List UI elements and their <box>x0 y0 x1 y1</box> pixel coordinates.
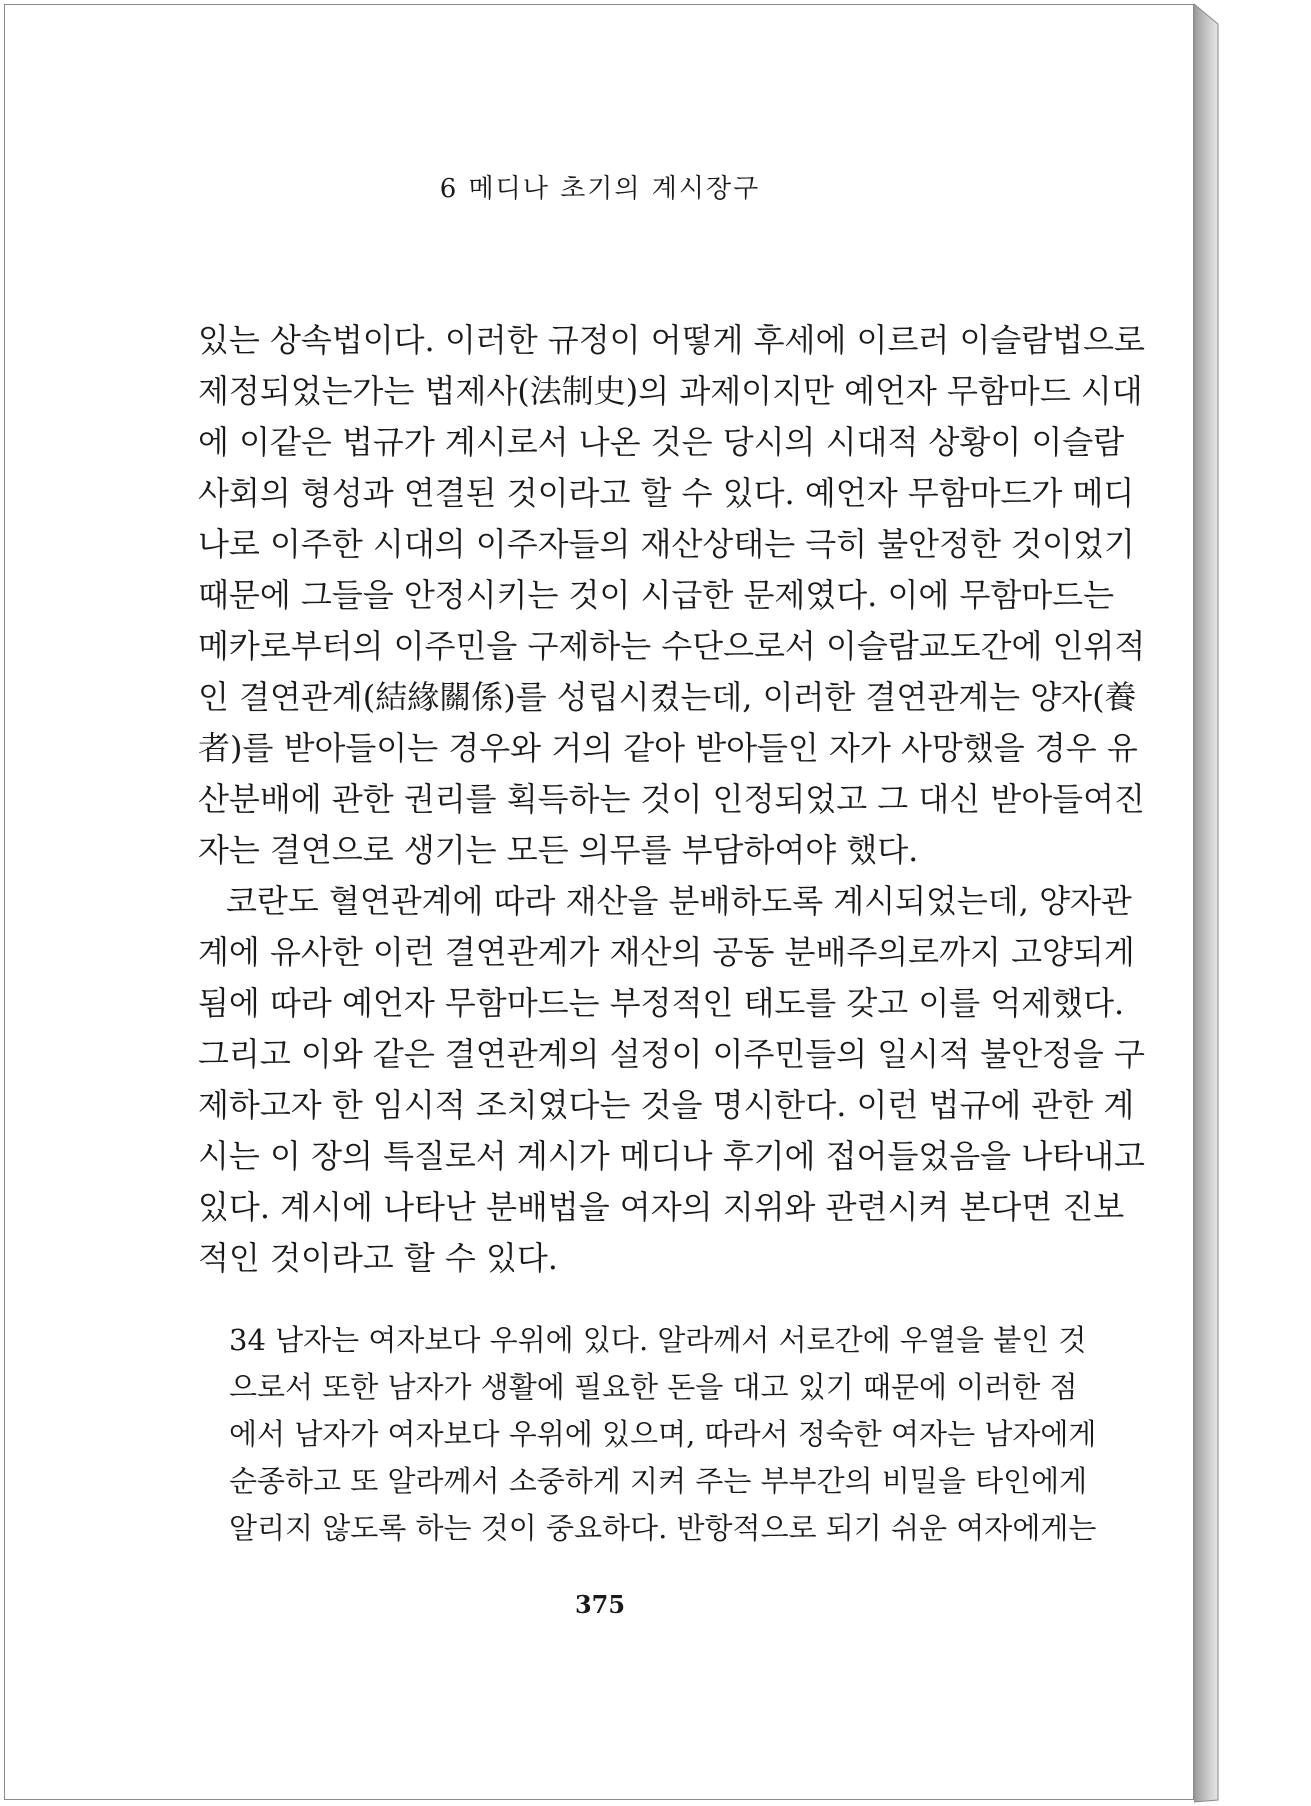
verse-line: 순종하고 또 알라께서 소중하게 지켜 주는 부부간의 비밀을 타인에게 <box>229 1464 1088 1498</box>
body-line: 있는 상속법이다. 이러한 규정이 어떻게 후세에 이르러 이슬람법으로 <box>198 321 1145 359</box>
verse-line: 34 남자는 여자보다 우위에 있다. 알라께서 서로간에 우열을 붙인 것 <box>229 1323 1087 1357</box>
page-number: 375 <box>574 1590 626 1619</box>
body-line: 산분배에 관한 권리를 획득하는 것이 인정되었고 그 대신 받아들여진 <box>198 780 1145 818</box>
body-line: 제정되었는가는 법제사(法制史)의 과제이지만 예언자 무함마드 시대 <box>198 372 1143 410</box>
body-line: 나로 이주한 시대의 이주자들의 재산상태는 극히 불안정한 것이었기 <box>198 525 1135 563</box>
page-content <box>5 5 1195 1801</box>
body-line: 사회의 형성과 연결된 것이라고 할 수 있다. 예언자 무함마드가 메디 <box>198 474 1135 512</box>
body-line: 에 이같은 법규가 계시로서 나온 것은 당시의 시대적 상황이 이슬람 <box>198 423 1125 461</box>
body-line: 제하고자 한 임시적 조치였다는 것을 명시한다. 이런 법규에 관한 계 <box>198 1086 1135 1124</box>
body-line: 때문에 그들을 안정시키는 것이 시급한 문제였다. 이에 무함마드는 <box>198 576 1115 614</box>
body-line: 코란도 혈연관계에 따라 재산을 분배하도록 계시되었는데, 양자관 <box>226 882 1132 920</box>
body-line: 적인 것이라고 할 수 있다. <box>198 1239 558 1277</box>
body-line: 者)를 받아들이는 경우와 거의 같아 받아들인 자가 사망했을 경우 유 <box>198 729 1138 767</box>
body-line: 메카로부터의 이주민을 구제하는 수단으로서 이슬람교도간에 인위적 <box>198 627 1146 665</box>
body-line: 있다. 계시에 나타난 분배법을 여자의 지위와 관련시켜 본다면 진보 <box>198 1188 1125 1226</box>
body-line: 계에 유사한 이런 결연관계가 재산의 공동 분배주의로까지 고양되게 <box>198 933 1135 971</box>
verse-line: 알리지 않도록 하는 것이 중요하다. 반항적으로 되기 쉬운 여자에게는 <box>229 1511 1097 1545</box>
verse-line: 에서 남자가 여자보다 우위에 있으며, 따라서 정숙한 여자는 남자에게 <box>229 1417 1097 1451</box>
body-text <box>198 315 1146 1284</box>
page-edge-shadow <box>1194 0 1224 1806</box>
page <box>4 4 1194 1800</box>
body-line: 자는 결연으로 생기는 모든 의무를 부담하여야 했다. <box>198 831 919 869</box>
verse-line: 으로서 또한 남자가 생활에 필요한 돈을 대고 있기 때문에 이러한 점 <box>229 1370 1078 1404</box>
body-line: 시는 이 장의 특질로서 계시가 메디나 후기에 접어들었음을 나타내고 <box>198 1137 1145 1175</box>
body-line: 됨에 따라 예언자 무함마드는 부정적인 태도를 갖고 이를 억제했다. <box>198 984 1125 1022</box>
running-head: 6 메디나 초기의 계시장구 <box>439 174 761 204</box>
verse-block <box>229 1317 1097 1552</box>
body-line: 그리고 이와 같은 결연관계의 설정이 이주민들의 일시적 불안정을 구 <box>198 1035 1145 1073</box>
body-line: 인 결연관계(結緣關係)를 성립시켰는데, 이러한 결연관계는 양자(養 <box>198 678 1137 716</box>
